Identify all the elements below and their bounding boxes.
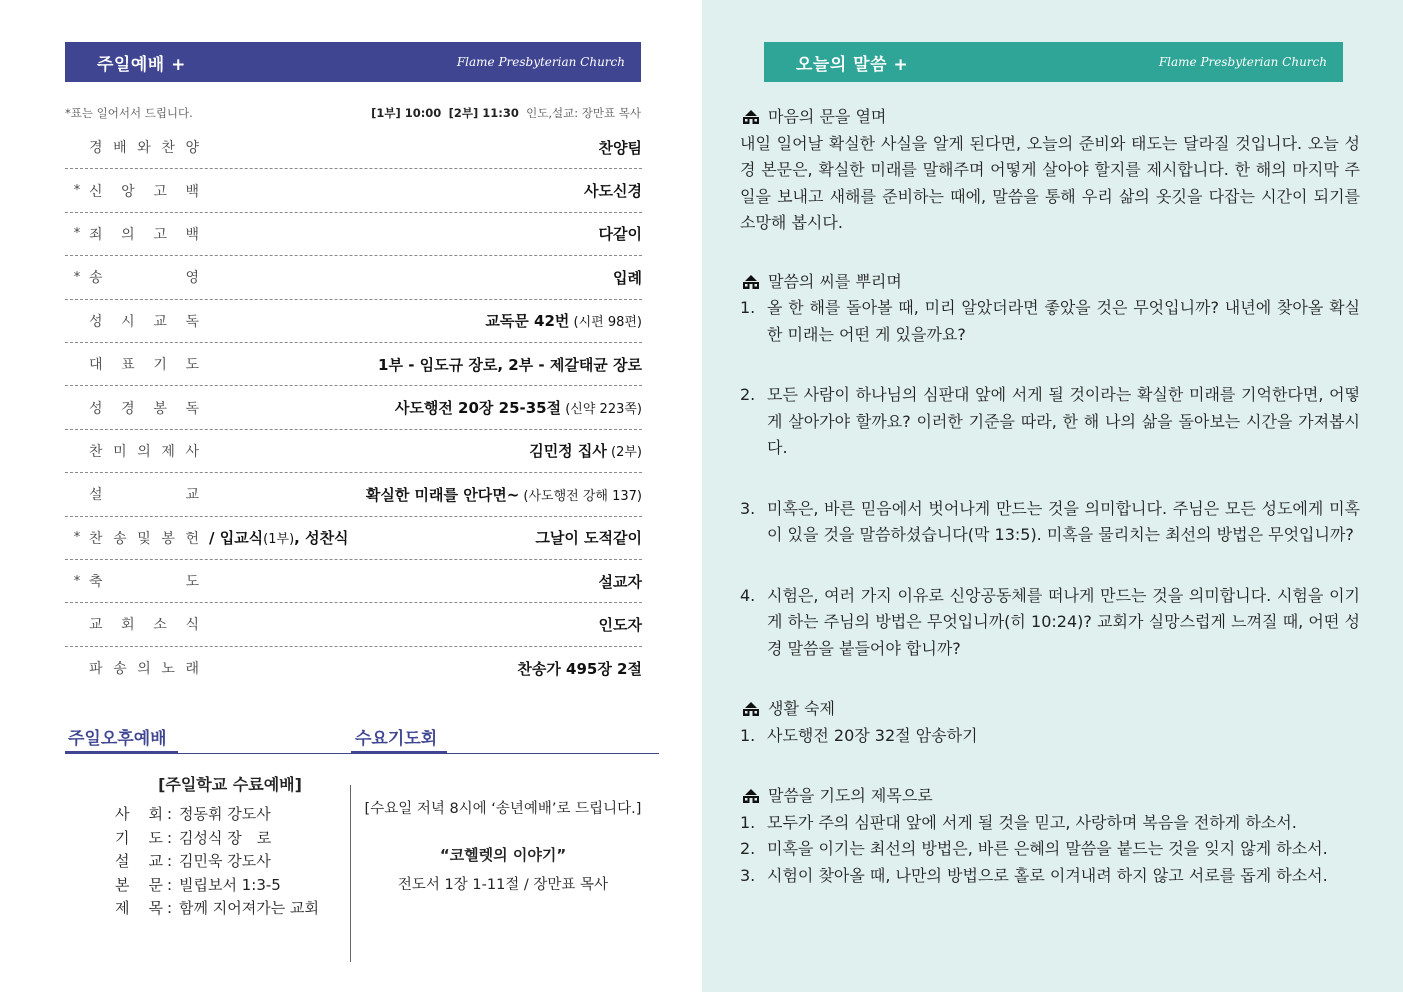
order-left: [65, 441, 199, 461]
standing-mark: *: [73, 183, 81, 199]
afternoon-key: [115, 874, 167, 898]
order-label: [89, 311, 199, 331]
banner-title: 오늘의 말씀 +: [796, 54, 909, 75]
section-prayer: [740, 783, 1360, 810]
item-text: 모든 사람이 하나님의 심판대 앞에 서게 될 것이라는 확실한 미래를 기억한다면, 어떻게 살아가야 할까요? 이러한 기준을 따라, 한 해 나의 삶을 돌아보는 시간을 가져봅시다.: [767, 385, 1360, 457]
section-heading: 말씀을 기도의 제목으로: [768, 786, 933, 805]
second-service-time: [2부] 11:30: [448, 106, 519, 120]
item-gap: [740, 348, 1360, 382]
order-value: [378, 354, 642, 375]
label-char: 헌: [185, 530, 199, 547]
key-char: 교: [148, 852, 163, 870]
wednesday-notice: [수요일 저녁 8시에 ‘송년예배’로 드립니다.]: [364, 801, 642, 817]
order-left: [65, 527, 349, 548]
numbered-item: [740, 295, 1360, 348]
colon: :: [167, 828, 173, 847]
afternoon-key: [115, 897, 167, 921]
label-char: 노: [161, 661, 175, 678]
order-left: [65, 181, 199, 201]
label-char: 기: [153, 357, 167, 374]
order-label: [89, 658, 199, 678]
item-text: 시험이 찾아올 때, 나만의 방법으로 홀로 이겨내려 하지 않고 서로를 돕게 하소서.: [767, 865, 1328, 885]
order-left: [65, 614, 199, 634]
order-left: [65, 398, 199, 418]
value-main: 확실한 미래를 안다면~: [365, 485, 520, 504]
value-note: (시편 98편): [569, 315, 642, 331]
order-value: [599, 223, 642, 244]
afternoon-heading: 주일오후예배: [68, 729, 167, 749]
item-number: 1.: [740, 298, 756, 317]
order-label: [89, 398, 199, 418]
standing-note: *표는 일어서서 드립니다.: [65, 106, 193, 120]
order-label: [89, 224, 199, 244]
order-left: [65, 484, 199, 504]
label-char: 소: [153, 617, 167, 634]
first-service-time: [1부] 10:00: [371, 106, 442, 120]
colon: :: [167, 852, 173, 870]
order-label: [89, 354, 199, 374]
order-row: [65, 300, 642, 343]
order-left: [65, 137, 199, 157]
church-icon: [740, 788, 762, 804]
label-char: 사: [185, 443, 199, 460]
label-char: 도: [185, 357, 199, 374]
label-char: 백: [185, 183, 199, 200]
label-char: 제: [161, 443, 175, 460]
afternoon-underline: [65, 751, 178, 754]
church-name: Flame Presbyterian Church: [456, 55, 625, 69]
colon: :: [167, 875, 173, 894]
label-char: 양: [185, 140, 199, 157]
value-main: 1부 - 임도규 장로, 2부 - 제갈태균 장로: [378, 355, 642, 374]
label-char: 설: [89, 487, 103, 504]
label-char: 표: [121, 357, 135, 374]
label-char: 와: [137, 140, 151, 157]
order-value: [485, 310, 642, 331]
value-main: 교독문 42번: [485, 312, 570, 331]
label-char: 찬: [89, 443, 103, 460]
label-char: 독: [185, 313, 199, 330]
key-char: 목: [148, 899, 163, 917]
service-info: [65, 104, 641, 122]
item-text: 사도행전 20장 32절 암송하기: [767, 725, 978, 745]
label-char: 송: [113, 530, 127, 547]
item-text: 미혹을 이기는 최선의 방법은, 바른 은혜의 말씀을 붙드는 것을 잊지 않게 하소서.: [767, 839, 1328, 858]
numbered-item: [740, 723, 1360, 750]
order-label: [89, 181, 199, 201]
afternoon-value: 정동휘 강도사: [179, 805, 271, 823]
value-main: 사도신경: [584, 182, 642, 201]
order-label: [89, 614, 199, 634]
vertical-divider: [350, 785, 351, 962]
label-char: 교: [153, 313, 167, 330]
label-char: 파: [89, 661, 103, 678]
item-number: 1.: [740, 812, 756, 832]
item-number: 3.: [740, 865, 756, 885]
section-heading: 생활 숙제: [768, 699, 835, 718]
label-char: 고: [153, 183, 167, 200]
section-heading: 말씀의 씨를 뿌리며: [768, 271, 902, 291]
label-char: 미: [113, 443, 127, 460]
label-char: 식: [185, 617, 199, 634]
label-char: 의: [121, 226, 135, 243]
key-char: 문: [148, 875, 163, 894]
key-char: 사: [115, 805, 130, 823]
value-note: (2부): [606, 445, 642, 461]
afternoon-row: [95, 850, 335, 874]
order-value: [535, 527, 642, 548]
value-main: 사도행전 20장 25-35절: [394, 399, 562, 418]
divider-line: [447, 753, 659, 754]
label-char: 봉: [153, 400, 167, 417]
label-char: 송: [113, 661, 127, 678]
banner-title: 주일예배 +: [97, 54, 186, 75]
label-char: 죄: [89, 226, 103, 243]
label-char: 찬: [161, 140, 175, 157]
key-char: 도: [148, 828, 163, 847]
item-number: 4.: [740, 585, 756, 605]
order-left: [65, 571, 199, 591]
order-label: [89, 528, 199, 548]
order-value: [395, 397, 642, 418]
afternoon-row: [95, 897, 335, 921]
label-char: 성: [89, 400, 103, 417]
todays-word: [740, 104, 1360, 889]
key-char: 설: [115, 852, 130, 870]
value-main: 찬송가 495장 2절: [517, 659, 642, 678]
label-char: 찬: [89, 530, 103, 547]
label-char: 앙: [121, 183, 135, 200]
label-char: 배: [113, 140, 127, 157]
value-main: 다같이: [598, 225, 642, 244]
item-gap: [740, 462, 1360, 496]
order-value: [599, 571, 642, 592]
wednesday-title: “코헬렛의 이야기”: [439, 846, 567, 864]
numbered-item: [740, 496, 1360, 549]
value-note: (신약 223쪽): [561, 402, 642, 418]
key-char: 회: [148, 805, 163, 823]
extra-tail: , 성찬식: [294, 529, 349, 548]
section-heading: 마음의 문을 열며: [768, 107, 887, 126]
standing-mark: *: [73, 573, 81, 589]
label-char: 래: [185, 661, 199, 678]
afternoon-value: 김민욱 강도사: [179, 852, 271, 870]
standing-mark: *: [73, 530, 81, 546]
order-value: [599, 137, 642, 158]
section-open: [740, 104, 1360, 131]
afternoon-row: [95, 803, 335, 827]
church-icon: [740, 274, 762, 290]
label-char: 의: [137, 443, 151, 460]
order-label: [89, 137, 199, 157]
order-left: [65, 224, 199, 244]
label-char: 의: [137, 661, 151, 678]
afternoon-value: 김성식 장 로: [179, 828, 272, 847]
key-char: 제: [115, 899, 130, 917]
value-main: 김민정 집사: [529, 442, 607, 461]
label-char: 경: [121, 400, 135, 417]
afternoon-row: [95, 827, 335, 851]
sunday-service-banner: [65, 42, 641, 82]
label-char: 교: [185, 487, 199, 504]
item-text: 모두가 주의 심판대 앞에 서게 될 것을 믿고, 사랑하며 복음을 전하게 하소서.: [767, 812, 1297, 832]
church-name: Flame Presbyterian Church: [1158, 55, 1327, 69]
todays-word-banner: [764, 42, 1343, 82]
colon: :: [167, 899, 173, 917]
key-char: 기: [115, 828, 130, 847]
afternoon-key: [115, 803, 167, 827]
service-leader: 인도,설교: 장만표 목사: [526, 106, 641, 120]
value-main: 그날이 도적같이: [535, 529, 642, 548]
church-icon: [740, 701, 762, 717]
church-icon: [740, 109, 762, 125]
order-row: [65, 126, 642, 169]
label-char: 회: [121, 617, 135, 634]
order-value: [529, 440, 642, 461]
order-extra: [209, 527, 349, 548]
numbered-item: [740, 382, 1360, 462]
item-gap: [740, 549, 1360, 583]
item-number: 2.: [740, 839, 756, 858]
item-number: 1.: [740, 725, 756, 745]
afternoon-row: [95, 874, 335, 898]
order-value: [366, 484, 642, 505]
label-char: 대: [89, 357, 103, 374]
order-of-worship: [65, 126, 642, 690]
value-main: 찬양팀: [598, 138, 642, 157]
standing-mark: *: [73, 269, 81, 285]
label-char: 및: [137, 530, 151, 547]
order-row: [65, 256, 642, 299]
order-row: [65, 517, 642, 560]
afternoon-service: [95, 772, 335, 921]
order-row: [65, 343, 642, 386]
label-char: 송: [89, 270, 103, 287]
label-char: 교: [89, 617, 103, 634]
order-value: [517, 658, 642, 679]
afternoon-value: 빌립보서 1:3-5: [179, 875, 281, 894]
afternoon-title: [주일학교 수료예배]: [158, 775, 302, 794]
item-text: 미혹은, 바른 믿음에서 벗어나게 만드는 것을 의미합니다. 주님은 모든 성도에게 미혹이 있을 것을 말씀하셨습니다(막 13:5). 미혹을 물리치는 최선의 방법은 무엇입니까?: [767, 498, 1360, 544]
label-char: 시: [121, 313, 135, 330]
wednesday-passage: 전도서 1장 1-11절 / 장만표 목사: [397, 877, 609, 893]
afternoon-key: [115, 827, 167, 851]
standing-mark: *: [73, 226, 81, 242]
extra-text: / 입교식: [209, 529, 264, 548]
order-row: [65, 430, 642, 473]
section-seed: [740, 269, 1360, 296]
order-left: [65, 267, 199, 287]
order-row: [65, 560, 642, 603]
open-body: 내일 일어날 확실한 사실을 알게 된다면, 오늘의 준비와 태도는 달라질 것입니다. 오늘 성경 본문은, 확실한 미래를 말해주며 어떻게 살아야 할지를 제시합니다. 한 해의 마지막 주일을 보내고 새해를 준비하는 때에, 말씀을 통해 우리 삶의 옷깃을 다잡는 시간이 되기를 소망해 봅시다.: [740, 133, 1360, 232]
divider-line: [178, 753, 351, 754]
label-char: 영: [185, 270, 199, 287]
order-value: [584, 180, 642, 201]
order-label: [89, 484, 199, 504]
order-value: [613, 267, 642, 288]
order-left: [65, 311, 199, 331]
item-number: 2.: [740, 385, 756, 404]
wednesday-heading: 수요기도회: [355, 729, 438, 749]
wednesday-service: [358, 797, 648, 894]
order-row: [65, 213, 642, 256]
order-label: [89, 571, 199, 591]
label-char: 도: [185, 574, 199, 591]
numbered-item: [740, 810, 1360, 837]
label-char: 봉: [161, 530, 175, 547]
order-value: [599, 614, 642, 635]
afternoon-key: [115, 850, 167, 874]
colon: :: [167, 805, 173, 823]
label-char: 고: [153, 226, 167, 243]
numbered-item: [740, 836, 1360, 863]
label-char: 백: [185, 226, 199, 243]
service-times: [371, 105, 641, 121]
key-char: 본: [115, 875, 130, 894]
value-main: 인도자: [598, 615, 642, 634]
label-char: 축: [89, 574, 103, 591]
item-number: 3.: [740, 498, 756, 518]
order-label: [89, 267, 199, 287]
numbered-item: [740, 583, 1360, 663]
section-homework: [740, 696, 1360, 723]
value-note: (사도행전 강해 137): [519, 488, 642, 504]
item-text: 시험은, 여러 가지 이유로 신앙공동체를 떠나게 만드는 것을 의미합니다. 시험을 이기게 하는 주님의 방법은 무엇입니까(히 10:24)? 교회가 실망스럽게 느껴질 때, 어떤 성경 말씀을 붙들어야 합니까?: [767, 585, 1360, 658]
value-main: 설교자: [598, 572, 642, 591]
order-row: [65, 603, 642, 646]
order-row: [65, 169, 642, 212]
label-char: 경: [89, 140, 103, 157]
label-char: 성: [89, 313, 103, 330]
order-left: [65, 658, 199, 678]
label-char: 독: [185, 400, 199, 417]
value-main: 입례: [613, 268, 642, 287]
numbered-item: [740, 863, 1360, 890]
label-char: 신: [89, 183, 103, 200]
extra-note: (1부): [263, 532, 295, 548]
order-left: [65, 354, 199, 374]
order-row: [65, 647, 642, 690]
order-label: [89, 441, 199, 461]
afternoon-value: 함께 지어져가는 교회: [179, 899, 319, 917]
order-row: [65, 386, 642, 429]
order-row: [65, 473, 642, 516]
wednesday-underline: [351, 751, 447, 754]
item-text: 올 한 해를 돌아볼 때, 미리 알았더라면 좋았을 것은 무엇입니까? 내년에 찾아올 확실한 미래는 어떤 게 있을까요?: [767, 298, 1360, 344]
